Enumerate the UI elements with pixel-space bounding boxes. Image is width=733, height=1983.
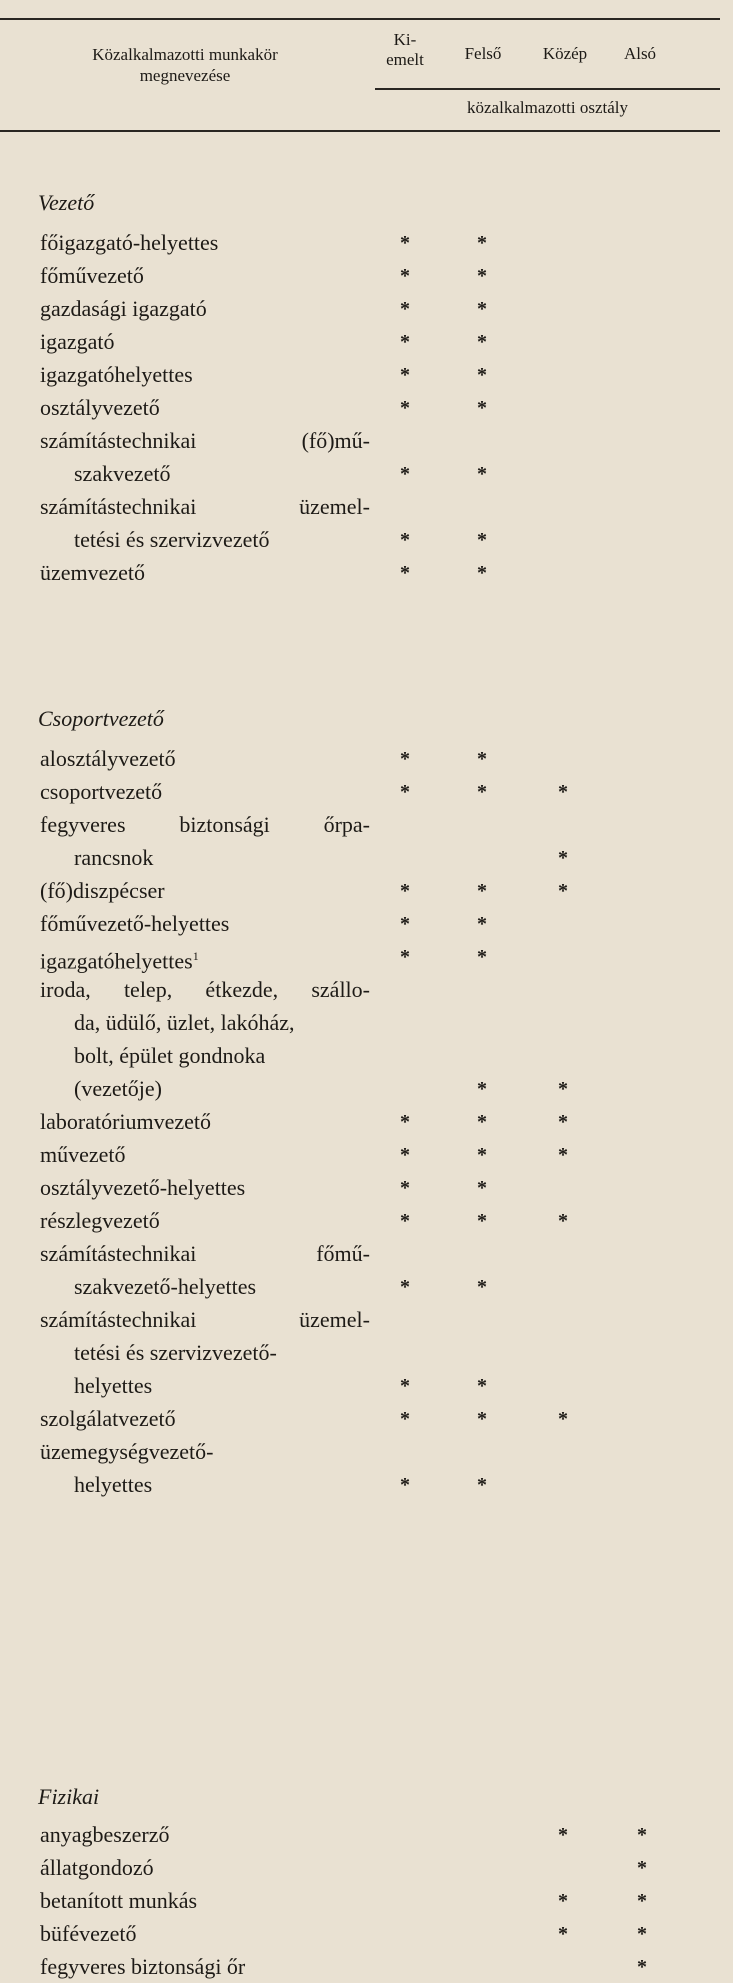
job-title	[40, 391, 370, 424]
class-mark: *	[400, 1177, 410, 1199]
class-mark: *	[558, 1078, 568, 1100]
class-mark: *	[558, 1210, 568, 1232]
job-title-line: számítástechnikai főmű-	[40, 1241, 370, 1266]
job-title-line: iroda, telep, étkezde, szállo-	[40, 977, 370, 1002]
job-title-line: betanított munkás	[40, 1888, 198, 1913]
job-title	[40, 1237, 370, 1303]
class-mark: *	[637, 1824, 647, 1846]
class-mark: *	[477, 265, 487, 287]
job-title	[40, 1818, 370, 1851]
job-title	[40, 292, 370, 325]
class-mark: *	[400, 298, 410, 320]
job-title-line: állatgondozó	[40, 1855, 154, 1880]
job-title	[40, 226, 370, 259]
job-title	[40, 1435, 370, 1501]
job-title-line: művezető	[40, 1142, 126, 1167]
job-title	[40, 1303, 370, 1402]
job-title-line: alosztályvezető	[40, 746, 176, 771]
class-mark: *	[400, 232, 410, 254]
class-mark: *	[477, 1078, 487, 1100]
job-title	[40, 259, 370, 292]
class-mark: *	[477, 298, 487, 320]
job-title	[40, 874, 370, 907]
class-mark: *	[400, 1408, 410, 1430]
section-heading: Csoportvezető	[38, 706, 164, 731]
class-mark: *	[400, 880, 410, 902]
job-title-line: rancsnok	[74, 845, 154, 870]
job-title	[40, 1204, 370, 1237]
col-header-kiemelt: Ki- emelt	[386, 30, 424, 69]
class-mark: *	[400, 562, 410, 584]
class-mark: *	[477, 1474, 487, 1496]
job-title-line: laboratóriumvezető	[40, 1109, 212, 1134]
class-mark: *	[400, 463, 410, 485]
class-mark: *	[558, 1890, 568, 1912]
job-title-line: (vezetője)	[74, 1076, 162, 1101]
job-title	[40, 742, 370, 775]
job-title-header-line2: megnevezése	[139, 66, 231, 85]
class-mark: *	[477, 946, 487, 968]
job-title-line: szakvezető	[74, 461, 171, 486]
job-title	[40, 775, 370, 808]
col-header-felso: Felső	[464, 44, 502, 63]
class-mark: *	[477, 1177, 487, 1199]
section-heading: Vezető	[38, 190, 95, 215]
class-mark: *	[477, 562, 487, 584]
class-mark: *	[477, 913, 487, 935]
class-mark: *	[558, 1408, 568, 1430]
job-title-line: számítástechnikai üzemel-	[40, 494, 370, 519]
class-mark: *	[477, 529, 487, 551]
job-title-line: osztályvezető-helyettes	[40, 1175, 246, 1200]
class-mark: *	[400, 913, 410, 935]
class-mark: *	[558, 1824, 568, 1846]
class-mark: *	[477, 1375, 487, 1397]
job-title-line: szolgálatvezető	[40, 1406, 176, 1431]
job-title-line: osztályvezető	[40, 395, 160, 420]
job-title-line: számítástechnikai (fő)mű-	[40, 428, 370, 453]
col-header-kozep: Közép	[542, 44, 588, 63]
class-mark: *	[400, 1144, 410, 1166]
section-heading: Fizikai	[38, 1784, 100, 1809]
mid-rule	[375, 88, 720, 90]
job-title-line: igazgatóhelyettes$^1$	[40, 948, 199, 974]
job-title-line: igazgató	[40, 329, 115, 354]
job-title	[40, 940, 370, 977]
job-title-line: fegyveres biztonsági őr	[40, 1954, 246, 1979]
class-mark: *	[400, 529, 410, 551]
job-title	[40, 1138, 370, 1171]
job-title-line: főművezető-helyettes	[40, 911, 230, 936]
footnote-marker: 1	[192, 949, 199, 963]
class-mark: *	[400, 364, 410, 386]
class-mark: *	[637, 1857, 647, 1879]
class-mark: *	[400, 748, 410, 770]
job-title-line: üzemvezető	[40, 560, 146, 585]
job-title-line: anyagbeszerző	[40, 1822, 170, 1847]
class-mark: *	[400, 397, 410, 419]
class-mark: *	[558, 1144, 568, 1166]
class-mark: *	[637, 1890, 647, 1912]
job-title-header-line1: Közalkalmazotti munkakör	[92, 45, 278, 64]
class-mark: *	[400, 265, 410, 287]
top-rule	[0, 18, 720, 20]
job-title	[40, 1884, 370, 1917]
class-mark: *	[400, 1375, 410, 1397]
class-mark: *	[400, 781, 410, 803]
job-title	[40, 556, 370, 589]
job-title	[40, 490, 370, 556]
class-mark: *	[558, 847, 568, 869]
class-mark: *	[400, 1276, 410, 1298]
job-title	[40, 808, 370, 874]
job-title-line: da, üdülő, üzlet, lakóház,	[74, 1010, 295, 1035]
job-title-line: főművezető	[40, 263, 144, 288]
job-title	[40, 1851, 370, 1884]
class-mark: *	[477, 781, 487, 803]
job-title-line: szakvezető-helyettes	[74, 1274, 257, 1299]
job-title-line: helyettes	[74, 1472, 153, 1497]
col-header-also: Alsó	[623, 44, 657, 63]
header-bottom-rule	[0, 130, 720, 132]
job-title-line: bolt, épület gondnoka	[74, 1043, 266, 1068]
class-mark: *	[400, 1210, 410, 1232]
class-mark: *	[400, 1111, 410, 1133]
job-title	[40, 1950, 370, 1983]
class-mark: *	[558, 880, 568, 902]
job-title-line: főigazgató-helyettes	[40, 230, 219, 255]
class-mark: *	[400, 1474, 410, 1496]
class-mark: *	[400, 331, 410, 353]
job-title	[40, 907, 370, 940]
job-title-line: (fő)diszpécser	[40, 878, 165, 903]
class-mark: *	[477, 880, 487, 902]
job-title	[40, 973, 370, 1105]
class-mark: *	[477, 397, 487, 419]
job-title-line: tetési és szervizvezető	[74, 527, 270, 552]
job-title-line: részlegvezető	[40, 1208, 160, 1233]
job-title-line: büfévezető	[40, 1921, 137, 1946]
class-mark: *	[477, 1408, 487, 1430]
class-mark: *	[477, 463, 487, 485]
job-title-line: igazgatóhelyettes	[40, 362, 193, 387]
job-title	[40, 1917, 370, 1950]
job-title-header	[20, 44, 350, 86]
class-mark: *	[637, 1923, 647, 1945]
class-mark: *	[477, 232, 487, 254]
class-mark: *	[477, 1276, 487, 1298]
job-title-line: fegyveres biztonsági őrpa-	[40, 812, 370, 837]
class-mark: *	[477, 1111, 487, 1133]
job-title-line: üzemegységvezető-	[40, 1439, 214, 1464]
job-title	[40, 358, 370, 391]
class-mark: *	[477, 1144, 487, 1166]
group-header: közalkalmazotti osztály	[467, 98, 628, 117]
class-mark: *	[558, 1923, 568, 1945]
job-title-line: gazdasági igazgató	[40, 296, 207, 321]
class-mark: *	[477, 1210, 487, 1232]
job-title-line: számítástechnikai üzemel-	[40, 1307, 370, 1332]
class-mark: *	[477, 364, 487, 386]
class-mark: *	[477, 331, 487, 353]
class-mark: *	[558, 1111, 568, 1133]
class-mark: *	[558, 781, 568, 803]
job-title-line: helyettes	[74, 1373, 153, 1398]
job-title	[40, 1171, 370, 1204]
job-title-line: tetési és szervizvezető-	[74, 1340, 277, 1365]
class-mark: *	[477, 748, 487, 770]
job-title	[40, 1402, 370, 1435]
job-title-line: csoportvezető	[40, 779, 163, 804]
class-mark: *	[637, 1956, 647, 1978]
job-title	[40, 1105, 370, 1138]
class-mark: *	[400, 946, 410, 968]
job-title	[40, 424, 370, 490]
job-title	[40, 325, 370, 358]
